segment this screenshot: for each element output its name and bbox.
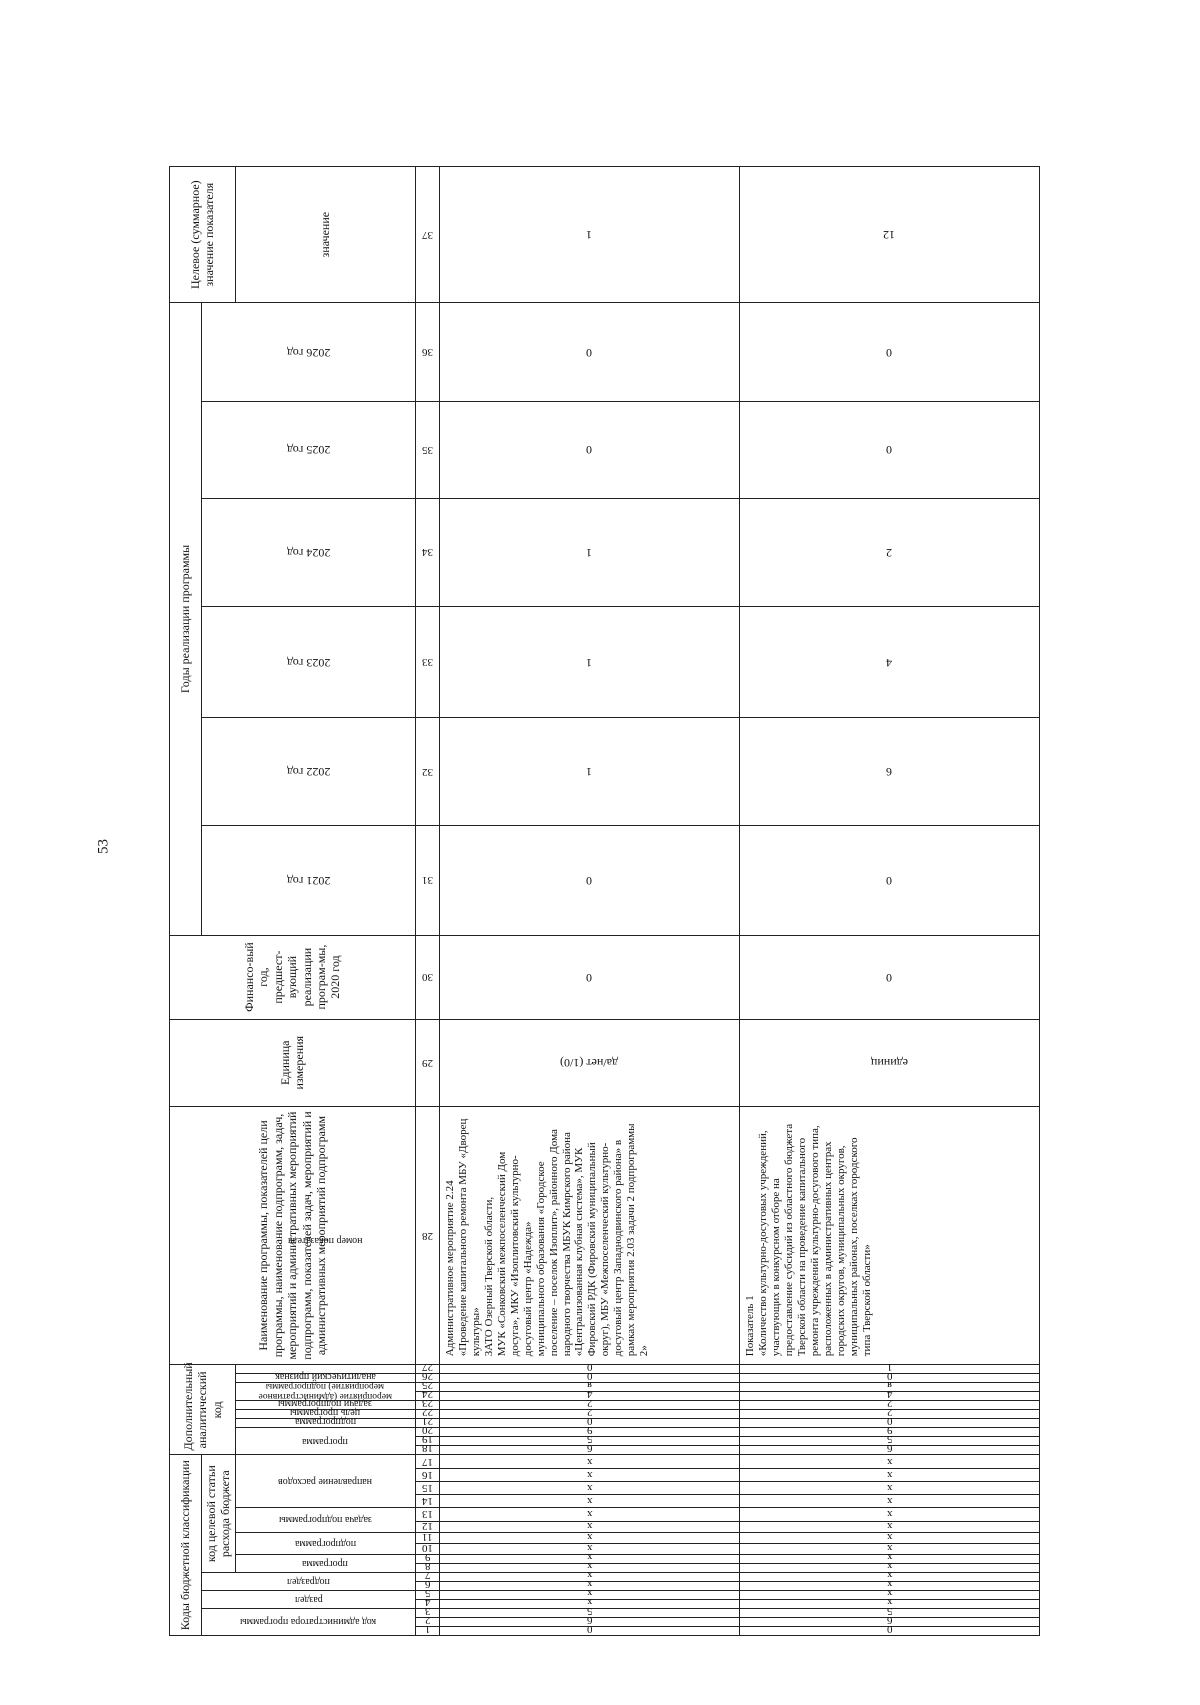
column-number: 30 bbox=[415, 935, 439, 1019]
fin-year-cell: 0 bbox=[739, 935, 1039, 1019]
column-number: 28 bbox=[415, 1106, 439, 1364]
unit-cell: единиц bbox=[739, 1019, 1039, 1106]
name-header: Наименование программы, показателей цели программы, наименование подпрограмм, задач, мероприятий и административных мероприятий подпрограмм, показателей задач, мероприятий и административных мероприятий подпрограмм bbox=[170, 1106, 416, 1364]
row-description: Административное мероприятие 2.24 «Проведение капитального ремонта МБУ «Дворец культуры» ЗАТО Озерный Тверской области, МУК «Сонковский межпоселенческий Дом досуга», МКУ «Изоплитовский культурно-досуговый центр «Надежда» муниципального образования «Городское поселение – поселок Изоплит», районного Дома народного творчества МБУК Кимрского района «Централизованная клубная система», МУК Фировский РДК (Фировский муниципальный округ), МБУ «Межпоселенческий культурно-досуговый центр Западнодвинского района» в рамках мероприятия 2.03 задачи 2 подпрограммы 2» bbox=[439, 1106, 739, 1364]
code-cell: 2 bbox=[439, 1410, 739, 1419]
code-cell: 1 bbox=[739, 1365, 1039, 1374]
target-value-header: значение bbox=[235, 167, 415, 303]
code-cell: 2 bbox=[739, 1410, 1039, 1419]
column-number: 18 bbox=[415, 1446, 439, 1455]
column-number: 15 bbox=[415, 1481, 439, 1494]
column-number: 5 bbox=[415, 1590, 439, 1599]
column-number: 14 bbox=[415, 1494, 439, 1507]
year-2022-header: 2022 год bbox=[202, 718, 416, 826]
code-cell: 0 bbox=[439, 1419, 739, 1428]
year-2021-header: 2021 год bbox=[202, 826, 416, 935]
code-cell: 0 bbox=[439, 1374, 739, 1383]
code-cell: х bbox=[739, 1572, 1039, 1581]
column-number: 1 bbox=[415, 1626, 439, 1635]
column-number: 2 bbox=[415, 1617, 439, 1626]
code-cell: х bbox=[439, 1599, 739, 1608]
code-cell: 0 bbox=[739, 1626, 1039, 1635]
code-cell: 0 bbox=[439, 1626, 739, 1635]
code-cell: х bbox=[739, 1494, 1039, 1507]
target-code-header: код целевой статьи расхода бюджета bbox=[202, 1455, 236, 1572]
year-value-cell: 4 bbox=[739, 606, 1039, 717]
column-number: 35 bbox=[415, 401, 439, 498]
code-cell: х bbox=[739, 1481, 1039, 1494]
code-cell: х bbox=[439, 1563, 739, 1572]
expense-direction-header: направление расходов bbox=[235, 1455, 415, 1507]
column-number: 23 bbox=[415, 1401, 439, 1410]
program-header: программа bbox=[235, 1554, 415, 1572]
column-number: 3 bbox=[415, 1608, 439, 1617]
subprogram-task-header: задача подпрограммы bbox=[235, 1507, 415, 1532]
column-number: 12 bbox=[415, 1521, 439, 1532]
column-number: 24 bbox=[415, 1392, 439, 1401]
subprogram-header: подпрограмма bbox=[235, 1532, 415, 1554]
code-cell: 6 bbox=[739, 1446, 1039, 1455]
column-number: 22 bbox=[415, 1410, 439, 1419]
year-value-cell: 0 bbox=[739, 401, 1039, 498]
code-cell: 9 bbox=[739, 1428, 1039, 1437]
code-cell: 5 bbox=[739, 1608, 1039, 1617]
table-row bbox=[739, 167, 1039, 1636]
add-subprogram-header: подпрограмма bbox=[235, 1419, 415, 1428]
code-cell: х bbox=[739, 1468, 1039, 1481]
event-header: мероприятие (административное мероприятие) подпрограммы bbox=[235, 1383, 415, 1401]
year-value-cell: 0 bbox=[739, 826, 1039, 935]
years-header: Годы реализации программы bbox=[170, 303, 202, 935]
rotated-table-container bbox=[169, 166, 1200, 1636]
row-description: Показатель 1 «Количество культурно-досуговых учреждений, участвующих в конкурсном отборе на предоставление субсидий из областного бюджета Тверской области на проведение капитального ремонта учреждений культурно-досугового типа, расположенных в административных центрах городских округов, муниципальных округов, муниципальных районах, поселках городского типа Тверской области» bbox=[739, 1106, 1039, 1364]
year-value-cell: 6 bbox=[739, 718, 1039, 826]
code-cell: 4 bbox=[439, 1392, 739, 1401]
column-number: 6 bbox=[415, 1581, 439, 1590]
column-number: 25 bbox=[415, 1383, 439, 1392]
admin-code-header: код администратора программы bbox=[202, 1608, 416, 1635]
code-cell: х bbox=[739, 1455, 1039, 1468]
subprogram-tasks-header: задачи подпрограммы bbox=[235, 1401, 415, 1410]
code-cell: 6 bbox=[439, 1617, 739, 1626]
column-number: 11 bbox=[415, 1532, 439, 1543]
code-cell: 5 bbox=[439, 1608, 739, 1617]
column-number: 9 bbox=[415, 1554, 439, 1563]
year-value-cell: 1 bbox=[439, 606, 739, 717]
column-number: 27 bbox=[415, 1365, 439, 1374]
unit-header: Единица измерения bbox=[170, 1019, 416, 1106]
column-number: 20 bbox=[415, 1428, 439, 1437]
year-value-cell: 2 bbox=[739, 498, 1039, 606]
year-2023-header: 2023 год bbox=[202, 606, 416, 717]
column-number: 16 bbox=[415, 1468, 439, 1481]
target-header: Целевое (суммарное) значение показателя bbox=[170, 167, 236, 303]
column-number: 19 bbox=[415, 1437, 439, 1446]
year-2026-header: 2026 год bbox=[202, 303, 416, 401]
page-number: 53 bbox=[95, 839, 112, 854]
year-2024-header: 2024 год bbox=[202, 498, 416, 606]
code-cell: 4 bbox=[739, 1392, 1039, 1401]
code-cell: х bbox=[439, 1481, 739, 1494]
column-number: 7 bbox=[415, 1572, 439, 1581]
unit-cell: да/нет (1/0) bbox=[439, 1019, 739, 1106]
column-number: 29 bbox=[415, 1019, 439, 1106]
year-value-cell: 0 bbox=[439, 826, 739, 935]
column-number: 8 bbox=[415, 1563, 439, 1572]
code-cell: х bbox=[739, 1521, 1039, 1532]
year-value-cell: 0 bbox=[439, 401, 739, 498]
analytic-sign-header: аналитический признак bbox=[235, 1374, 415, 1383]
code-cell: х bbox=[439, 1532, 739, 1543]
column-numbers-row bbox=[415, 167, 439, 1636]
code-cell: х bbox=[739, 1507, 1039, 1521]
code-cell: х bbox=[439, 1543, 739, 1554]
year-value-cell: 0 bbox=[439, 303, 739, 401]
budget-codes-header: Коды бюджетной классификации bbox=[170, 1455, 202, 1636]
code-cell: х bbox=[439, 1572, 739, 1581]
code-cell: 6 bbox=[739, 1617, 1039, 1626]
table-row bbox=[439, 167, 739, 1636]
year-2025-header: 2025 год bbox=[202, 401, 416, 498]
code-cell: х bbox=[439, 1590, 739, 1599]
program-indicators-table bbox=[169, 166, 1040, 1636]
column-number: 36 bbox=[415, 303, 439, 401]
code-cell: я bbox=[439, 1383, 739, 1392]
column-number: 4 bbox=[415, 1599, 439, 1608]
indicator-number-header: номер показателя bbox=[235, 1106, 415, 1374]
year-value-cell: 0 bbox=[739, 303, 1039, 401]
year-value-cell: 1 bbox=[439, 718, 739, 826]
code-cell: 6 bbox=[439, 1446, 739, 1455]
code-cell: х bbox=[439, 1507, 739, 1521]
add-program-header: программа bbox=[235, 1428, 415, 1455]
subsection-header: подраздел bbox=[202, 1572, 416, 1590]
target-value-cell: 1 bbox=[439, 167, 739, 303]
code-cell: х bbox=[439, 1455, 739, 1468]
code-cell: х bbox=[739, 1543, 1039, 1554]
column-number: 31 bbox=[415, 826, 439, 935]
column-number: 21 bbox=[415, 1419, 439, 1428]
code-cell: 0 bbox=[739, 1419, 1039, 1428]
code-cell: х bbox=[439, 1581, 739, 1590]
code-cell: 5 bbox=[439, 1437, 739, 1446]
code-cell: х bbox=[739, 1599, 1039, 1608]
code-cell: 2 bbox=[439, 1401, 739, 1410]
section-header: раздел bbox=[202, 1590, 416, 1608]
column-number: 13 bbox=[415, 1507, 439, 1521]
code-cell: х bbox=[439, 1521, 739, 1532]
column-number: 32 bbox=[415, 718, 439, 826]
code-cell: х bbox=[739, 1581, 1039, 1590]
year-value-cell: 1 bbox=[439, 498, 739, 606]
code-cell: х bbox=[739, 1590, 1039, 1599]
code-cell: 0 bbox=[739, 1374, 1039, 1383]
code-cell: 2 bbox=[739, 1401, 1039, 1410]
additional-code-header: Дополнительный аналитический код bbox=[170, 1365, 236, 1455]
code-cell: х bbox=[439, 1554, 739, 1563]
fin-year-cell: 0 bbox=[439, 935, 739, 1019]
code-cell: 0 bbox=[439, 1365, 739, 1374]
program-goal-header: цель программы bbox=[235, 1410, 415, 1419]
code-cell: 5 bbox=[739, 1437, 1039, 1446]
code-cell: х bbox=[739, 1563, 1039, 1572]
code-cell: х bbox=[439, 1468, 739, 1481]
code-cell: х bbox=[739, 1554, 1039, 1563]
code-cell: 9 bbox=[439, 1428, 739, 1437]
fin-year-header: Финансо-вый год, предшест-вующий реализации програм-мы, 2020 год bbox=[170, 935, 416, 1019]
code-cell: х bbox=[739, 1532, 1039, 1543]
column-number: 33 bbox=[415, 606, 439, 717]
code-cell: я bbox=[739, 1383, 1039, 1392]
column-number: 34 bbox=[415, 498, 439, 606]
column-number: 26 bbox=[415, 1374, 439, 1383]
column-number: 17 bbox=[415, 1455, 439, 1468]
column-number: 10 bbox=[415, 1543, 439, 1554]
column-number: 37 bbox=[415, 167, 439, 303]
code-cell: х bbox=[439, 1494, 739, 1507]
target-value-cell: 12 bbox=[739, 167, 1039, 303]
